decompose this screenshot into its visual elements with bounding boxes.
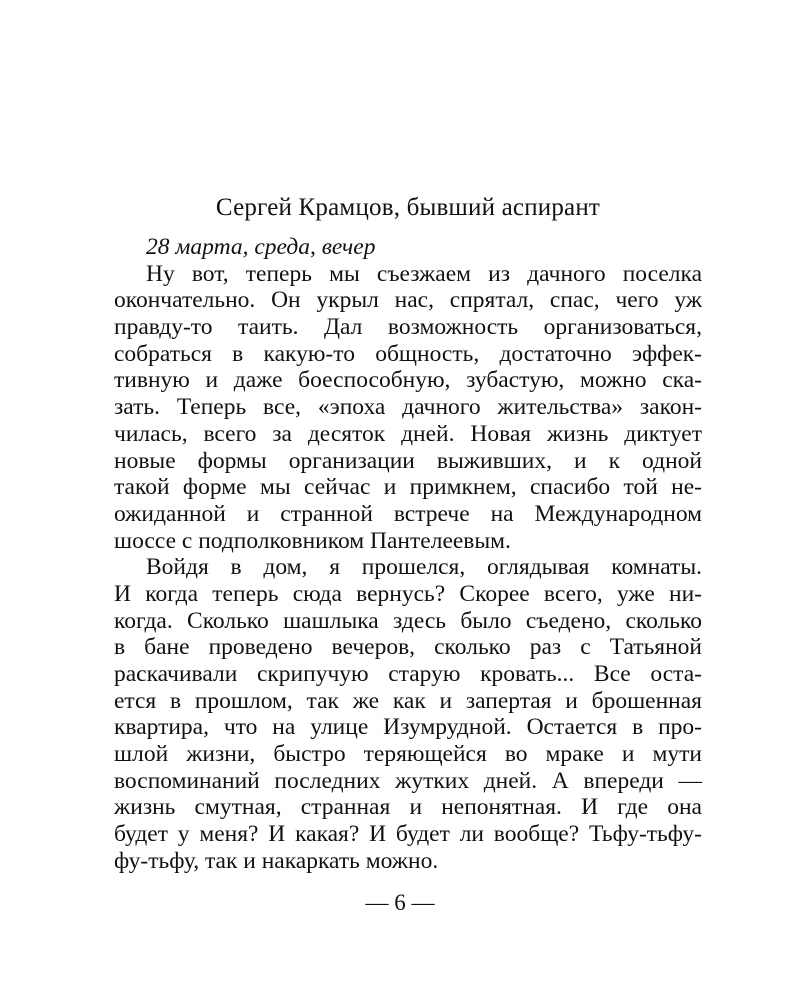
text-line: ется в прошлом, так же как и запертая и брошенная (114, 687, 702, 714)
text-line: Ну вот, теперь мы съезжаем из дачного поселка (146, 260, 702, 287)
text-line: шоссе с подполковником Пантелеевым. (114, 527, 511, 554)
text-line: И когда теперь сюда вернусь? Скорее всего, уже ни- (114, 580, 702, 607)
paragraph-2 (114, 554, 702, 874)
text-line: воспоминаний последних жутких дней. А впереди — (114, 767, 702, 794)
paragraph-1 (114, 261, 702, 555)
text-line: Войдя в дом, я прошелся, оглядывая комнаты. (146, 554, 702, 581)
chapter-title: Сергей Крамцов, бывший аспирант (215, 194, 601, 221)
text-line: такой форме мы сейчас и примкнем, спасибо той не- (114, 474, 702, 501)
text-line: новые формы организации выживших, и к одной (114, 447, 702, 474)
text-line: будет у меня? И какая? И будет ли вообще? Тьфу-тьфу- (114, 821, 702, 848)
text-line: квартира, что на улице Изумрудной. Остается в про- (114, 714, 702, 741)
text-line: собраться в какую-то общность, достаточно эффек- (114, 340, 702, 367)
book-page (114, 192, 702, 875)
text-line: ожиданной и странной встрече на Международном (114, 500, 702, 527)
text-line: фу-тьфу, так и накаркать можно. (114, 847, 439, 874)
text-line: зать. Теперь все, «эпоха дачного жительства» закон- (114, 394, 702, 421)
text-line: правду-то таить. Дал возможность организоваться, (114, 314, 702, 341)
text-line: когда. Сколько шашлыка здесь было съедено, сколько (114, 607, 702, 634)
text-line: шлой жизни, быстро теряющейся во мраке и мути (114, 741, 702, 768)
text-line: жизнь смутная, странная и непонятная. И где она (114, 794, 702, 821)
text-line: тивную и даже боеспособную, зубастую, можно ска- (114, 367, 702, 394)
text-line: чилась, всего за десяток дней. Новая жизнь диктует (114, 420, 702, 447)
date-heading: 28 марта, среда, вечер (146, 234, 376, 260)
text-line: раскачивали скрипучую старую кровать... Все оста- (114, 661, 702, 687)
page-number: — 6 — (365, 890, 435, 915)
text-line: окончательно. Он укрыл нас, спрятал, спас, чего уж (114, 287, 702, 314)
text-line: в бане проведено вечеров, сколько раз с Татьяной (114, 634, 702, 661)
